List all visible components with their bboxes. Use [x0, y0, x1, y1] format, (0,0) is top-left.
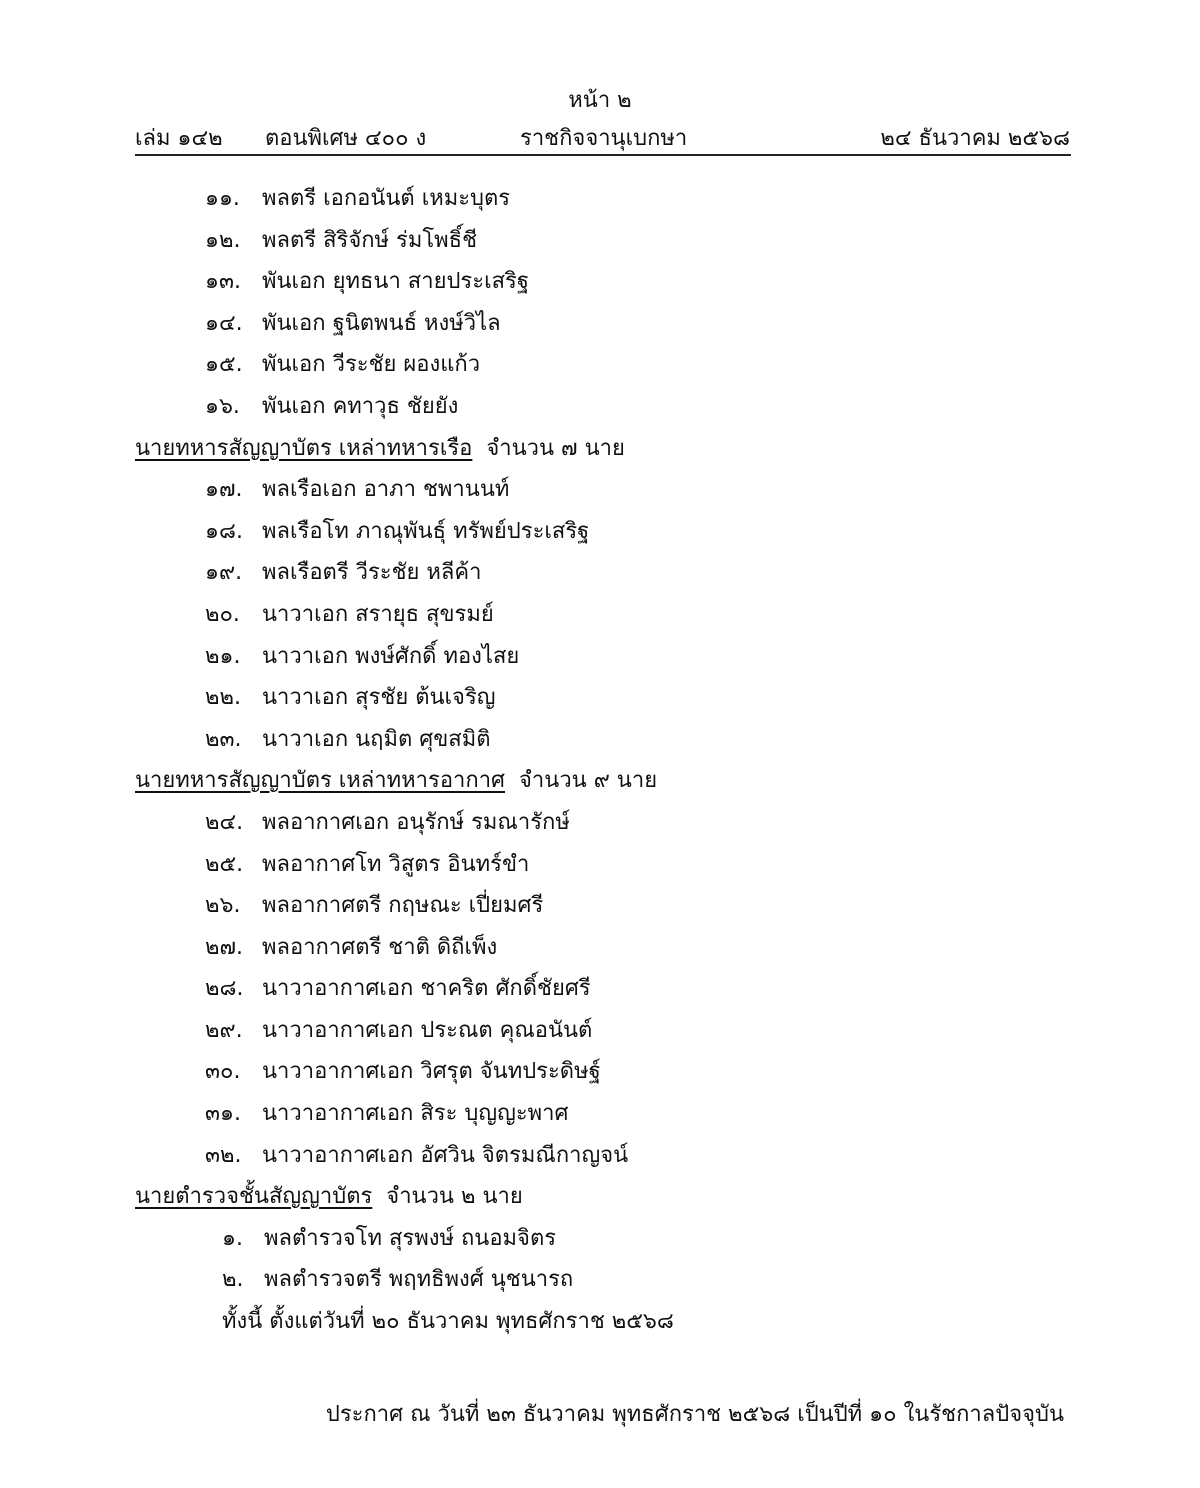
list-item: [0, 1218, 1200, 1260]
page-number: หน้า ๒: [568, 88, 632, 113]
item-number: ๒๒.: [205, 685, 241, 711]
item-number: ๒๑.: [205, 643, 241, 669]
item-number: ๑๒.: [205, 227, 241, 253]
item-name: พลตำรวจโท สุรพงษ์ ถนอมจิตร: [264, 1225, 557, 1251]
list-item: [0, 802, 1200, 844]
proclamation-footer: ประกาศ ณ วันที่ ๒๓ ธันวาคม พุทธศักราช ๒๕๖๘ เป็นปีที่ ๑๐ ในรัชกาลปัจจุบัน: [325, 1402, 1064, 1427]
list-item: [0, 594, 1200, 636]
effective-date: ทั้งนี้ ตั้งแต่วันที่ ๒๐ ธันวาคม พุทธศักราช ๒๕๖๘: [222, 1309, 674, 1335]
item-number: ๓๑.: [205, 1101, 241, 1127]
list-item: [0, 885, 1200, 927]
page-header: [135, 120, 1070, 154]
item-number: ๒๗.: [205, 934, 244, 960]
item-number: ๒๔.: [205, 809, 244, 835]
item-name: พลเรือตรี วีระชัย หลีค้า: [262, 560, 482, 586]
item-name: พลอากาศเอก อนุรักษ์ รมณารักษ์: [262, 809, 570, 835]
item-name: นาวาเอก พงษ์ศักดิ์ ทองไสย: [262, 643, 520, 669]
item-number: ๓๐.: [205, 1059, 241, 1085]
item-name: นาวาอากาศเอก อัศวิน จิตรมณีกาญจน์: [262, 1142, 629, 1168]
item-number: ๒๐.: [205, 601, 240, 627]
police-entries: [0, 1218, 1200, 1301]
item-number: ๑.: [222, 1225, 243, 1251]
item-name: นาวาเอก สรายุธ สุขรมย์: [262, 601, 494, 627]
list-item: [0, 927, 1200, 969]
item-name: พันเอก ยุทธนา สายประเสริฐ: [262, 269, 529, 295]
item-name: พลเรือเอก อาภา ชพานนท์: [262, 477, 510, 503]
item-name: นาวาเอก นฤมิต ศุขสมิติ: [262, 726, 491, 752]
police-section-heading: [0, 1176, 1200, 1218]
navy-section-heading: [0, 428, 1200, 470]
list-item: [0, 178, 1200, 220]
item-number: ๒.: [222, 1267, 244, 1293]
list-item: [0, 719, 1200, 761]
item-name: พันเอก คทาวุธ ชัยยัง: [262, 393, 459, 419]
item-name: นาวาเอก สุรชัย ต้นเจริญ: [262, 685, 496, 711]
item-number: ๒๖.: [205, 893, 241, 919]
item-name: นาวาอากาศเอก ประณต คุณอนันต์: [262, 1017, 593, 1043]
list-item: [0, 220, 1200, 262]
navy-heading-text: นายทหารสัญญาบัตร เหล่าทหารเรือ: [135, 435, 473, 461]
appointment-list: [0, 178, 1200, 1343]
item-name: พันเอก วีระชัย ผองแก้ว: [262, 352, 481, 378]
item-name: พลอากาศตรี กฤษณะ เปี่ยมศรี: [262, 893, 544, 919]
list-item: [0, 1259, 1200, 1301]
airforce-section-heading: [0, 760, 1200, 802]
header-date: ๒๔ ธันวาคม ๒๕๖๘: [880, 126, 1070, 151]
header-divider: [135, 154, 1071, 156]
item-name: พลเรือโท ภาณุพันธุ์ ทรัพย์ประเสริฐ: [262, 518, 590, 544]
item-number: ๒๕.: [205, 851, 244, 877]
navy-count: จำนวน ๗ นาย: [486, 435, 625, 461]
list-item: [0, 1010, 1200, 1052]
item-number: ๒๙.: [205, 1017, 243, 1043]
item-number: ๑๕.: [205, 352, 243, 378]
list-item: [0, 386, 1200, 428]
list-item: [0, 261, 1200, 303]
navy-entries: [0, 469, 1200, 760]
item-name: พลตรี สิริจักษ์ ร่มโพธิ์ชี: [262, 227, 478, 253]
item-number: ๑๖.: [205, 393, 240, 419]
item-name: พลอากาศตรี ชาติ ดิถีเพ็ง: [262, 934, 498, 960]
list-item: [0, 303, 1200, 345]
item-number: ๓๒.: [205, 1142, 242, 1168]
list-item: [0, 469, 1200, 511]
item-name: พลตรี เอกอนันต์ เหมะบุตร: [262, 186, 511, 211]
airforce-heading-text: นายทหารสัญญาบัตร เหล่าทหารอากาศ: [135, 768, 506, 794]
list-item: [0, 552, 1200, 594]
issue-label: ตอนพิเศษ ๔๐๐ ง: [265, 126, 427, 151]
item-name: พลอากาศโท วิสูตร อินทร์ขำ: [262, 851, 530, 877]
airforce-count: จำนวน ๙ นาย: [519, 768, 658, 794]
list-item: [0, 636, 1200, 678]
list-item: [0, 677, 1200, 719]
list-item: [0, 968, 1200, 1010]
item-number: ๑๓.: [205, 269, 241, 295]
list-item: [0, 1135, 1200, 1177]
list-item: [0, 844, 1200, 886]
item-number: ๑๑.: [205, 186, 240, 211]
army-entries: [0, 178, 1200, 428]
item-number: ๒๘.: [205, 976, 244, 1002]
item-name: นาวาอากาศเอก สิระ บุญญะพาศ: [262, 1101, 569, 1127]
gazette-name: ราชกิจจานุเบกษา: [520, 126, 688, 151]
list-item: [0, 1051, 1200, 1093]
item-number: ๑๙.: [205, 560, 243, 586]
list-item: [0, 344, 1200, 386]
item-number: ๑๗.: [205, 477, 243, 503]
item-number: ๑๘.: [205, 518, 243, 544]
police-heading-text: นายตำรวจชั้นสัญญาบัตร: [135, 1184, 373, 1210]
list-item: [0, 511, 1200, 553]
list-item: [0, 1093, 1200, 1135]
airforce-entries: [0, 802, 1200, 1176]
police-count: จำนวน ๒ นาย: [386, 1184, 523, 1210]
item-name: พลตำรวจตรี พฤทธิพงศ์ นุชนารถ: [264, 1267, 574, 1293]
volume-label: เล่ม ๑๔๒: [135, 126, 223, 151]
item-number: ๑๔.: [205, 310, 243, 336]
item-name: นาวาอากาศเอก วิศรุต จันทประดิษฐ์: [262, 1059, 601, 1085]
item-number: ๒๓.: [205, 726, 242, 752]
item-name: นาวาอากาศเอก ชาคริต ศักดิ์ชัยศรี: [262, 976, 591, 1002]
item-name: พันเอก ฐนิตพนธ์ หงษ์วิไล: [262, 310, 501, 336]
